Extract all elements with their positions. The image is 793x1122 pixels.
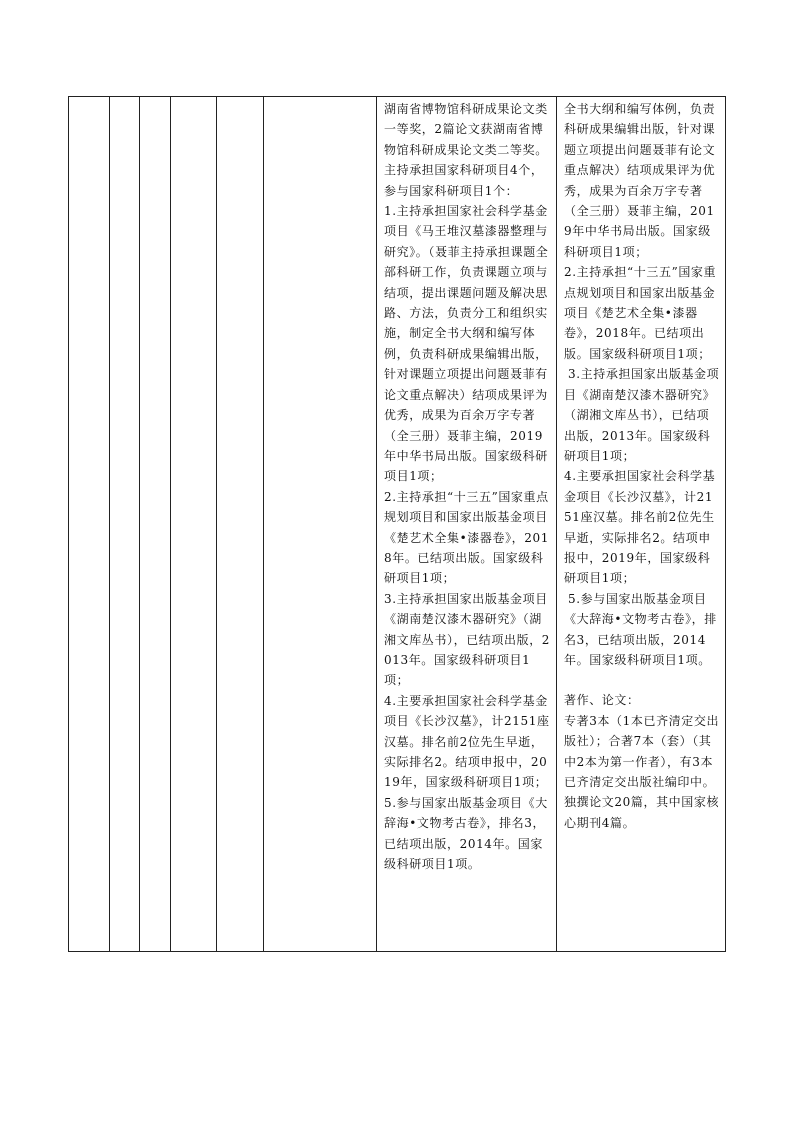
right-paragraph: 5.参与国家出版基金项目《大辞海•文物考古卷》，排名3，已结项出版，2014年。国家级科研项目1项。 [564, 591, 717, 667]
projects-cell [557, 97, 726, 952]
left-paragraph: 3.主持承担国家出版基金项目《湖南楚汉漆木器研究》（湖湘文库丛书），已结项出版，2013年。国家级科研项目1项； [384, 591, 551, 688]
empty-cell-4 [171, 97, 217, 952]
right-paragraph: 3.主持承担国家出版基金项目《湖南楚汉漆木器研究》（湖湘文库丛书），已结项出版，2013年。国家级科研项目1项； [564, 367, 720, 463]
left-paragraph: 1.主持承担国家社会科学基金项目《马王堆汉墓漆器整理与研究》。（聂菲主持承担课题全部科研工作，负责课题立项与结项，提出课题问题及解决思路、方法，负责分工和组织实施，制定全书大纲和编写体例，负责科研成果编辑出版，针对课题立项提出问题聂菲有论文重点解决）结项成果评为优秀，成果为百余万字专著（全三册）聂菲主编，2019年中华书局出版。国家级科研项目1项； [384, 204, 549, 484]
left-paragraph: 2.主持承担“十三五”国家重点规划项目和国家出版基金项目《楚艺术全集•漆器卷》，2018年。已结项出版。国家级科研项目1项； [384, 489, 549, 586]
right-paragraph: 2.主持承担“十三五”国家重点规划项目和国家出版基金项目《楚艺术全集•漆器卷》，2018年。已结项出版。国家级科研项目1项； [564, 265, 717, 361]
empty-cell-1 [69, 97, 110, 952]
left-paragraph: 5.参与国家出版基金项目《大辞海•文物考古卷》，排名3，已结项出版，2014年。国家级科研项目1项。 [384, 795, 548, 872]
left-paragraph: 4.主要承担国家社会科学基金项目《长沙汉墓》，计2151座汉墓。排名前2位先生早逝，实际排名2。结项申报中，2019年，国家级科研项目1项； [384, 693, 550, 790]
achievements-cell [377, 97, 557, 952]
empty-cell-2 [110, 97, 140, 952]
left-paragraph: 主持承担国家科研项目4个，参与国家科研项目1个： [384, 163, 544, 198]
works-heading: 著作、论文： [564, 693, 640, 708]
right-paragraph: 独撰论文20篇，其中国家核心期刊4篇。 [564, 795, 720, 830]
left-paragraph: 湖南省博物馆科研成果论文类一等奖，2篇论文获湖南省博物馆科研成果论文类二等奖。 [384, 102, 548, 157]
empty-cell-3 [140, 97, 171, 952]
record-table [68, 96, 726, 952]
empty-cell-5 [217, 97, 264, 952]
right-paragraph: 专著3本（1本已齐清定交出版社）；合著7本（套）（其中2本为第一作者），有3本已齐清定交出版社编印中。 [564, 713, 720, 789]
right-paragraph: 4.主要承担国家社会科学基金项目《长沙汉墓》，计2151座汉墓。排名前2位先生早逝，实际排名2。结项申报中，2019年，国家级科研项目1项； [564, 469, 716, 586]
empty-cell-6 [264, 97, 377, 952]
right-paragraph: 全书大纲和编写体例，负责科研成果编辑出版，针对课题立项提出问题聂菲有论文重点解决）结项成果评为优秀，成果为百余万字专著（全三册）聂菲主编，2019年中华书局出版。国家级科研项目1项； [564, 102, 716, 259]
